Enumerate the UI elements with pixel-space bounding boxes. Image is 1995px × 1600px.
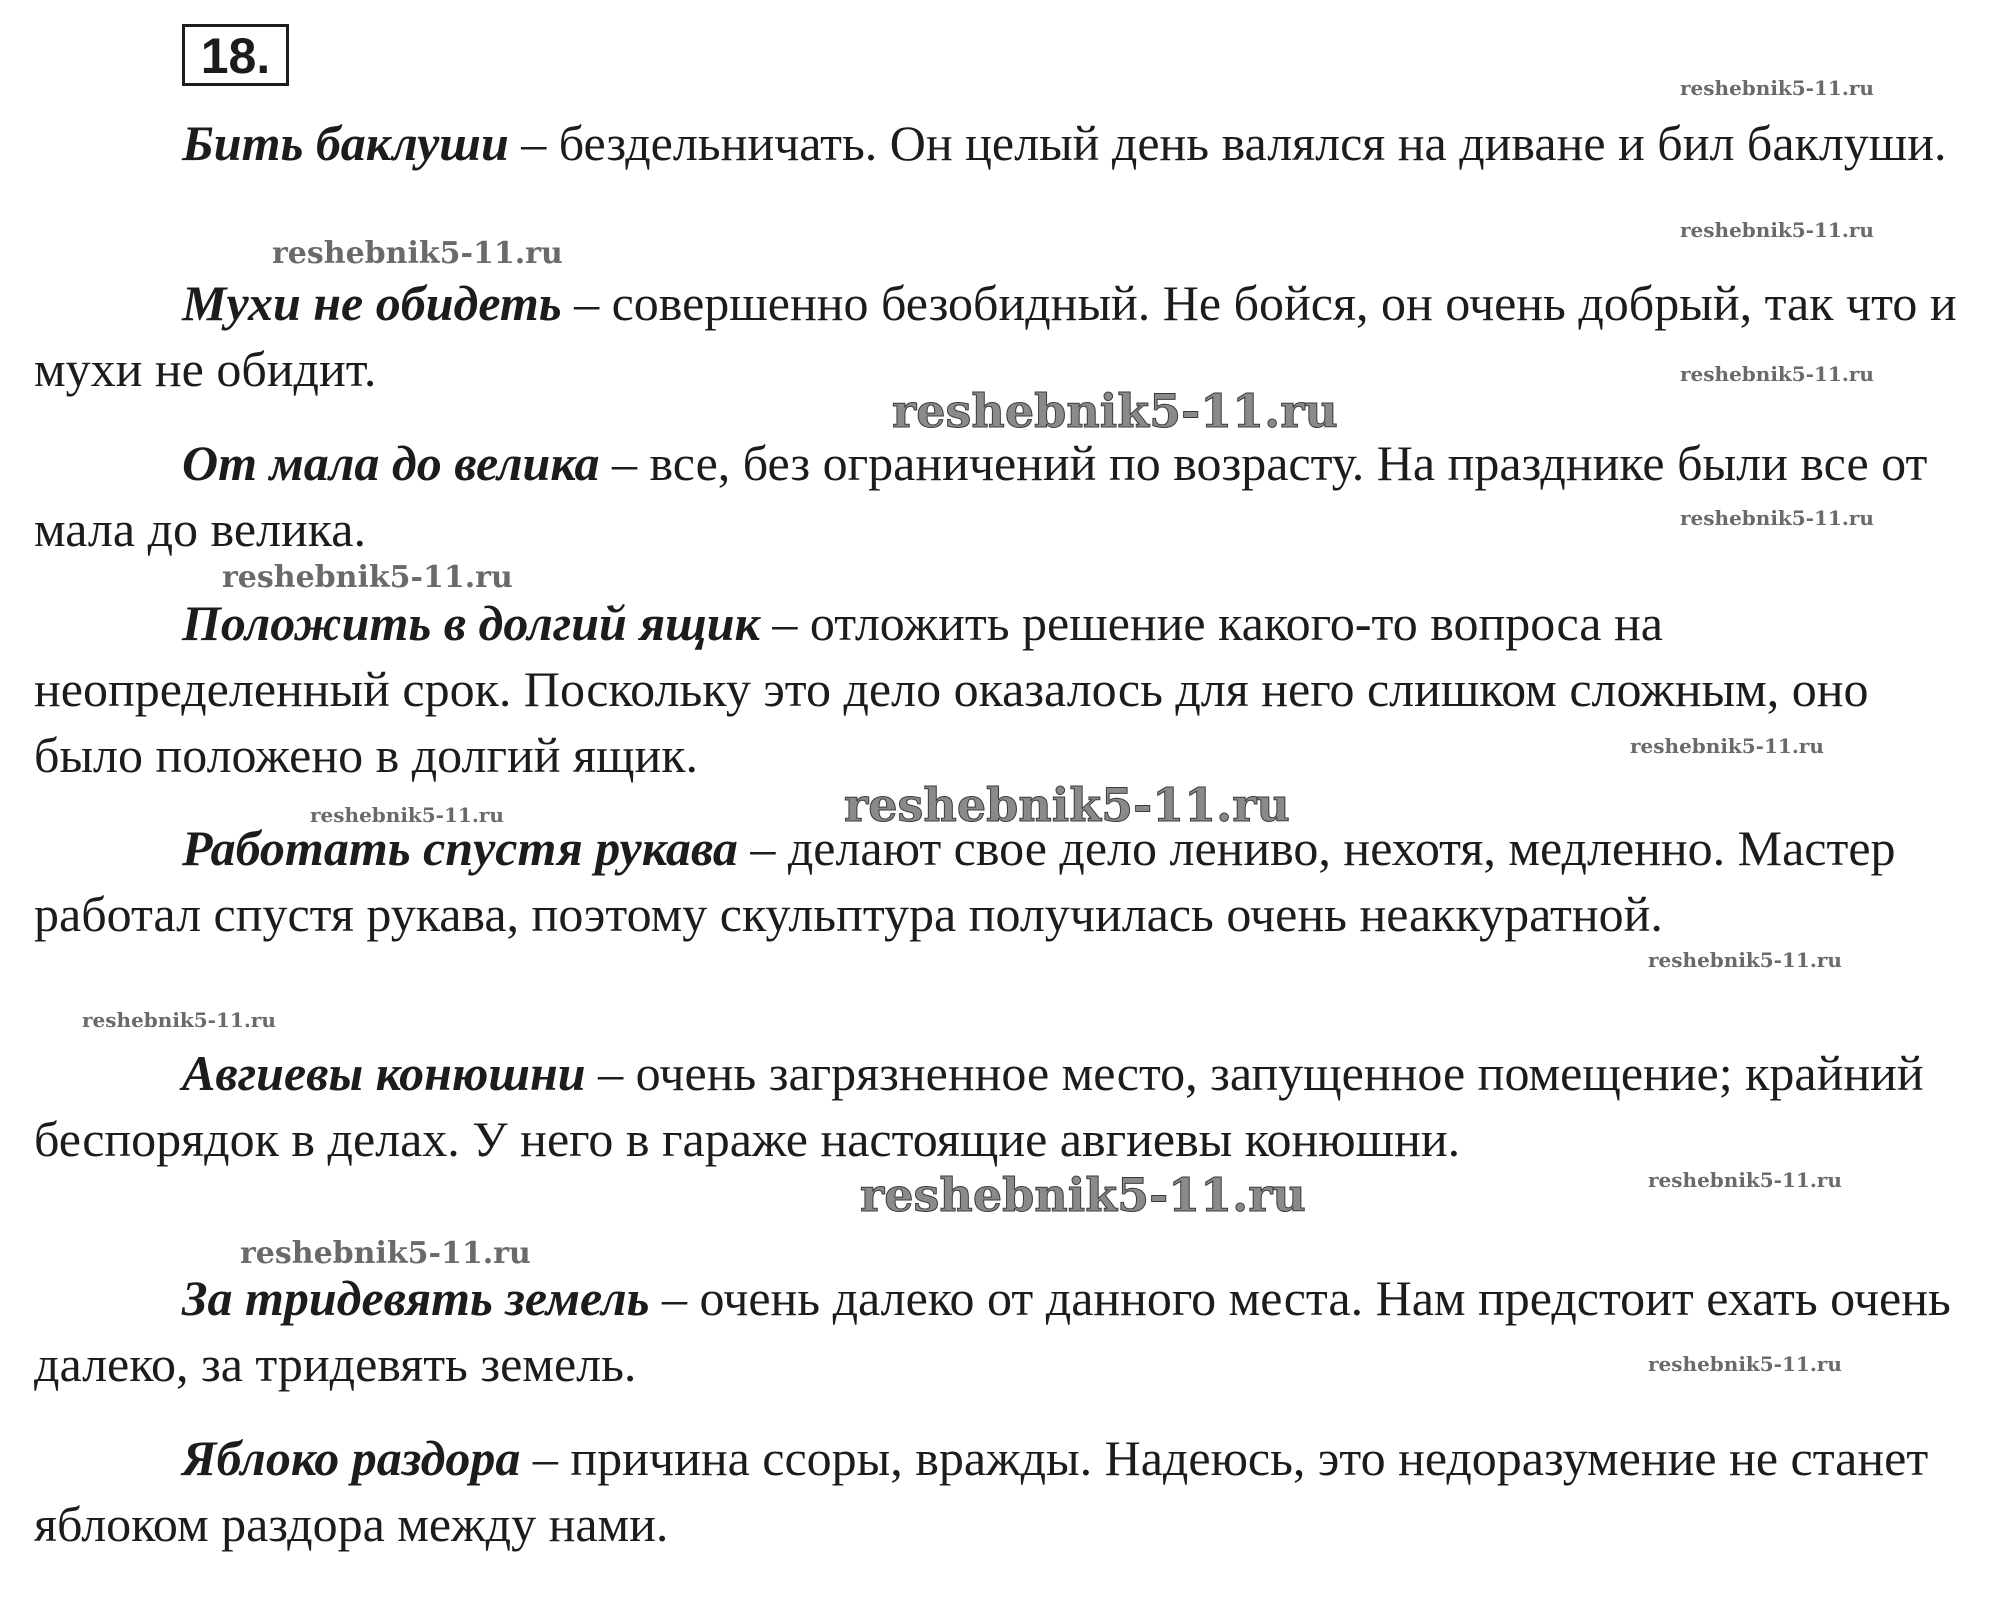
watermark: reshebnik5-11.ru <box>1680 76 1874 100</box>
watermark: reshebnik5-11.ru <box>860 1168 1306 1222</box>
idiom-entry <box>34 1425 1984 1557</box>
idiom-term: Работать спустя рукава <box>182 820 738 876</box>
idiom-definition: – очень далеко от данного места. Нам предстоит ехать очень далеко, за тридевять земель. <box>34 1270 1951 1392</box>
idiom-entry <box>34 110 1984 176</box>
watermark: reshebnik5-11.ru <box>892 384 1338 438</box>
idiom-entry <box>34 1265 1984 1397</box>
watermark: reshebnik5-11.ru <box>1680 506 1874 530</box>
watermark: reshebnik5-11.ru <box>1648 1352 1842 1376</box>
idiom-term: Яблоко раздора <box>182 1430 521 1486</box>
watermark: reshebnik5-11.ru <box>1680 362 1874 386</box>
idiom-definition: – бездельничать. Он целый день валялся на диване и бил баклуши. <box>508 115 1947 171</box>
watermark: reshebnik5-11.ru <box>1648 948 1842 972</box>
idiom-definition: – совершенно безобидный. Не бойся, он очень добрый, так что и мухи не обидит. <box>34 275 1957 397</box>
idiom-term: Авгиевы конюшни <box>182 1045 586 1101</box>
idiom-definition: – отложить решение какого-то вопроса на неопределенный срок. Поскольку это дело оказалось для него слишком сложным, оно было положено в долгий ящик. <box>34 595 1869 783</box>
watermark: reshebnik5-11.ru <box>1680 218 1874 242</box>
watermark: reshebnik5-11.ru <box>272 236 563 271</box>
idiom-entry <box>34 430 1984 562</box>
idiom-term: Положить в долгий ящик <box>182 595 760 651</box>
idiom-entry <box>34 1040 1984 1172</box>
watermark: reshebnik5-11.ru <box>222 560 513 595</box>
idiom-entry <box>34 590 1984 788</box>
idiom-entry <box>34 815 1984 947</box>
idiom-definition: – причина ссоры, вражды. Надеюсь, это недоразумение не станет яблоком раздора между нами. <box>34 1430 1929 1552</box>
watermark: reshebnik5-11.ru <box>82 1008 276 1032</box>
idiom-term: За тридевять земель <box>182 1270 650 1326</box>
watermark: reshebnik5-11.ru <box>310 803 504 827</box>
idiom-definition: – все, без ограничений по возрасту. На празднике были все от мала до велика. <box>34 435 1928 557</box>
idiom-term: Мухи не обидеть <box>182 275 562 331</box>
watermark: reshebnik5-11.ru <box>240 1236 531 1271</box>
watermark: reshebnik5-11.ru <box>844 778 1290 832</box>
idiom-term: От мала до велика <box>182 435 600 491</box>
idiom-definition: – делают свое дело лениво, нехотя, медленно. Мастер работал спустя рукава, поэтому скульптура получилась очень неаккуратной. <box>34 820 1896 942</box>
idiom-definition: – очень загрязненное место, запущенное помещение; крайний беспорядок в делах. У него в гараже настоящие авгиевы конюшни. <box>34 1045 1924 1167</box>
watermark: reshebnik5-11.ru <box>1630 734 1824 758</box>
watermark: reshebnik5-11.ru <box>1648 1168 1842 1192</box>
task-number: 18. <box>182 24 289 86</box>
idiom-term: Бить баклуши <box>182 115 509 171</box>
